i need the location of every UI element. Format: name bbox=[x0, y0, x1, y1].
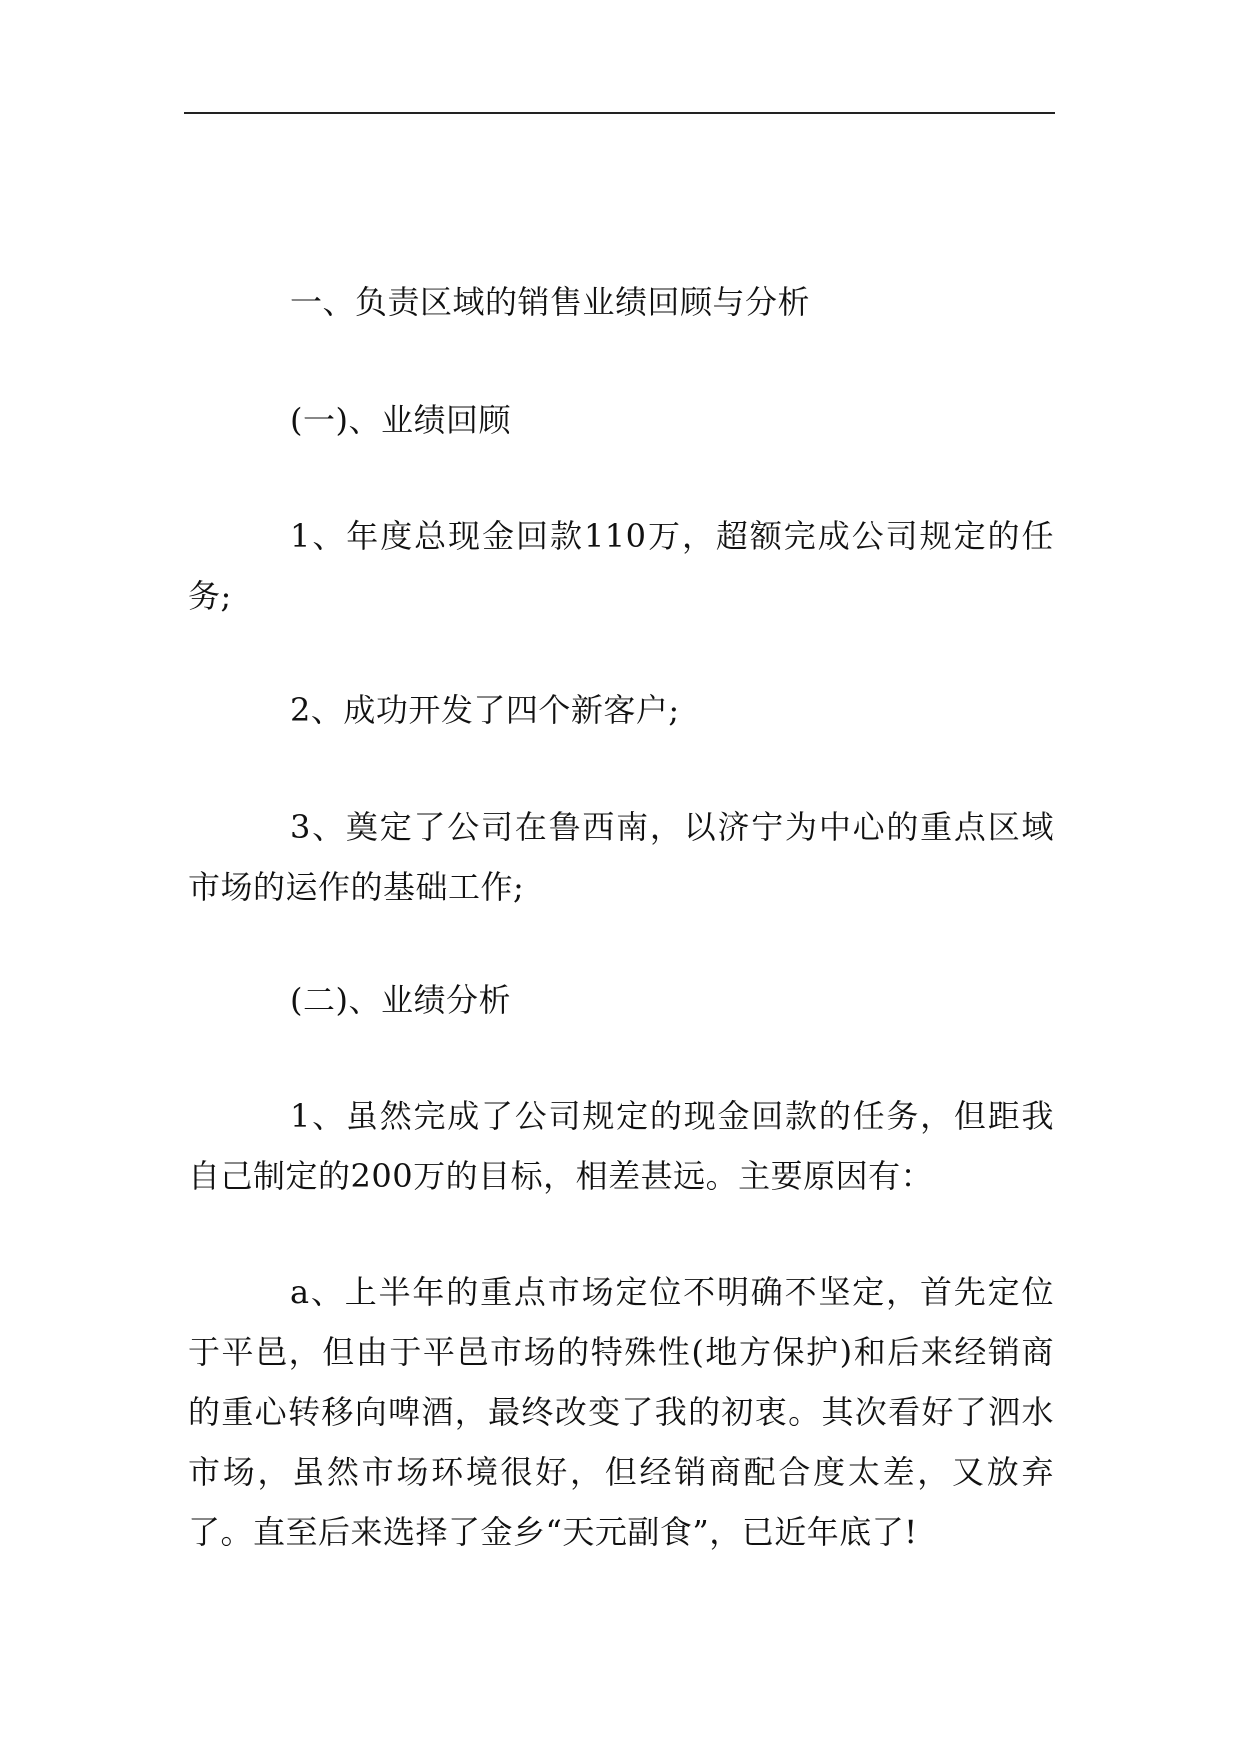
section-heading-1: 一、负责区域的销售业绩回顾与分析 bbox=[290, 283, 811, 321]
analysis-item-1: 1、虽然完成了公司规定的现金回款的任务，但距我自己制定的200万的目标，相差甚远。主要原因有： bbox=[188, 1097, 1054, 1195]
review-item-3: 3、奠定了公司在鲁西南，以济宁为中心的重点区域市场的运作的基础工作; bbox=[188, 808, 1054, 906]
header-rule bbox=[184, 112, 1055, 114]
review-item-1: 1、年度总现金回款110万，超额完成公司规定的任务; bbox=[188, 517, 1054, 615]
review-item-2: 2、成功开发了四个新客户; bbox=[290, 691, 680, 729]
subsection-heading-review: (一)、业绩回顾 bbox=[290, 401, 511, 439]
subsection-heading-analysis: (二)、业绩分析 bbox=[290, 981, 511, 1019]
analysis-item-a: a、上半年的重点市场定位不明确不坚定，首先定位于平邑，但由于平邑市场的特殊性(地方保护)和后来经销商的重心转移向啤酒，最终改变了我的初衷。其次看好了泗水市场，虽然市场环境很好，但经销商配合度太差，又放弃了。直至后来选择了金乡“天元副食”，已近年底了! bbox=[188, 1273, 1054, 1551]
